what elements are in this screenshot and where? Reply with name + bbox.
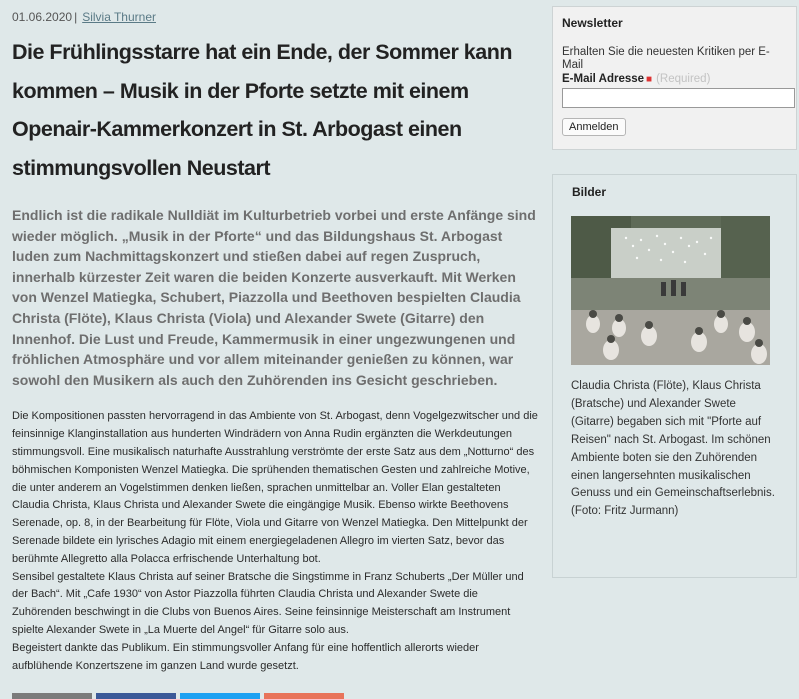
article-paragraph: Sensibel gestaltete Klaus Christa auf seiner Bratsche die Singstimme in Franz Schuberts „Der Müller und der Bach“. Mit „Cafe 1930“ von Astor Piazzolla führten Claudia Christa und Alexander Swete die Zuhörenden beschwingt in die Clubs von Buenos Aires. Seine feinsinnige Meisterschaft am Instrument spielte Alexander Swete in „La Muerte del Angel“ für Gitarre solo aus. xyxy=(12,570,524,636)
email-label xyxy=(562,72,787,87)
newsletter-text: Erhalten Sie die neuesten Kritiken per E-Mail xyxy=(562,46,770,71)
article-meta xyxy=(12,8,540,26)
article xyxy=(12,8,540,675)
meta-separator: | xyxy=(74,10,78,24)
required-mark: ■ xyxy=(646,74,653,85)
photo-caption: Claudia Christa (Flöte), Klaus Christa (Bratsche) und Alexander Swete (Gitarre) begaben sich mit "Pforte auf Reisen" nach St. Arbogast. Im schönen Ambiente boten sie den Zuhörenden einen langersehnten musikalischen Genuss und ein Gemeinschaftserlebnis. (Foto: Fritz Jurmann) xyxy=(571,380,775,518)
article-paragraph: Die Kompositionen passten hervorragend in das Ambiente von St. Arbogast, denn Vogelgezwitscher und die feinsinnige Klanginstallation aus hunderten Windrädern von Anna Rudin ergänzten die Werkdeutungen stimmungsvoll. Eine musikalisch naturhafte Ausstrahlung verströmte der erste Satz aus dem „Notturno“ des böhmischen Komponisten Wenzel Matiegka. Die sprühenden thematischen Gesten und zahlreiche Motive, die unter anderem an Vogelstimmen denken ließen, sprachen unmittelbar an. Voller Elan gestalteten Claudia Christa, Klaus Christa und Alexander Swete die eingängige Musik. Ebenso wirkte Beethovens Serenade, op. 8, in der Bearbeitung für Flöte, Viola und Gitarre von Wenzel Matiegka. Den Mittelpunkt der Serenade bildete ein lyrisches Adagio mit einem energiegeladenen Allegro im vierten Satz, bevor das berühmte Allegretto alla Polacca erfrischende Unterhaltung bot. xyxy=(12,410,538,565)
pictures-title: Bilder xyxy=(572,185,607,199)
newsletter-widget xyxy=(552,6,797,150)
share-more-button[interactable] xyxy=(264,693,344,699)
share-email-button[interactable] xyxy=(12,693,92,699)
share-twitter-button[interactable] xyxy=(180,693,260,699)
newsletter-title: Newsletter xyxy=(562,16,623,30)
author-link[interactable]: Silvia Thurner xyxy=(82,10,156,24)
article-title: Die Frühlingsstarre hat ein Ende, der Sommer kann kommen – Musik in der Pforte setzte mit einem Openair-Kammerkonzert in St. Arbogast einen stimmungsvollen Neustart xyxy=(12,40,512,180)
email-field[interactable] xyxy=(562,88,795,108)
concert-photo[interactable] xyxy=(571,216,770,365)
required-text: (Required) xyxy=(656,73,711,85)
article-lead: Endlich ist die radikale Nulldiät im Kulturbetrieb vorbei und erste Anfänge sind wieder möglich. „Musik in der Pforte“ und das Bildungshaus St. Arbogast luden zum Nachmittagskonzert und stießen dabei auf regen Zuspruch, innerhalb kürzester Zeit waren die beiden Konzerte ausverkauft. Mit Werken von Wenzel Matiegka, Schubert, Piazzolla und Beethoven bespielten Claudia Christa (Flöte), Klaus Christa (Viola) und Alexander Swete (Gitarre) den Innenhof. Die Lust und Freude, Kammermusik in einer ungezwungenen und fröhlichen Atmosphäre und vor allem miteinander genießen zu können, war sowohl den Musikern als auch den Zuhörenden ins Gesicht geschrieben. xyxy=(12,207,536,388)
email-label-text: E-Mail Adresse xyxy=(562,73,645,85)
article-body xyxy=(12,408,540,675)
pictures-widget xyxy=(552,174,797,578)
article-paragraph: Begeistert dankte das Publikum. Ein stimmungsvoller Anfang für eine hoffentlich allerorts wieder aufblühende Konzertszene im ganzen Land wurde gesetzt. xyxy=(12,641,479,672)
share-buttons xyxy=(12,693,372,699)
share-facebook-button[interactable] xyxy=(96,693,176,699)
concert-photo-image xyxy=(571,216,770,365)
subscribe-button[interactable]: Anmelden xyxy=(562,118,626,136)
article-date: 01.06.2020 xyxy=(12,10,73,24)
